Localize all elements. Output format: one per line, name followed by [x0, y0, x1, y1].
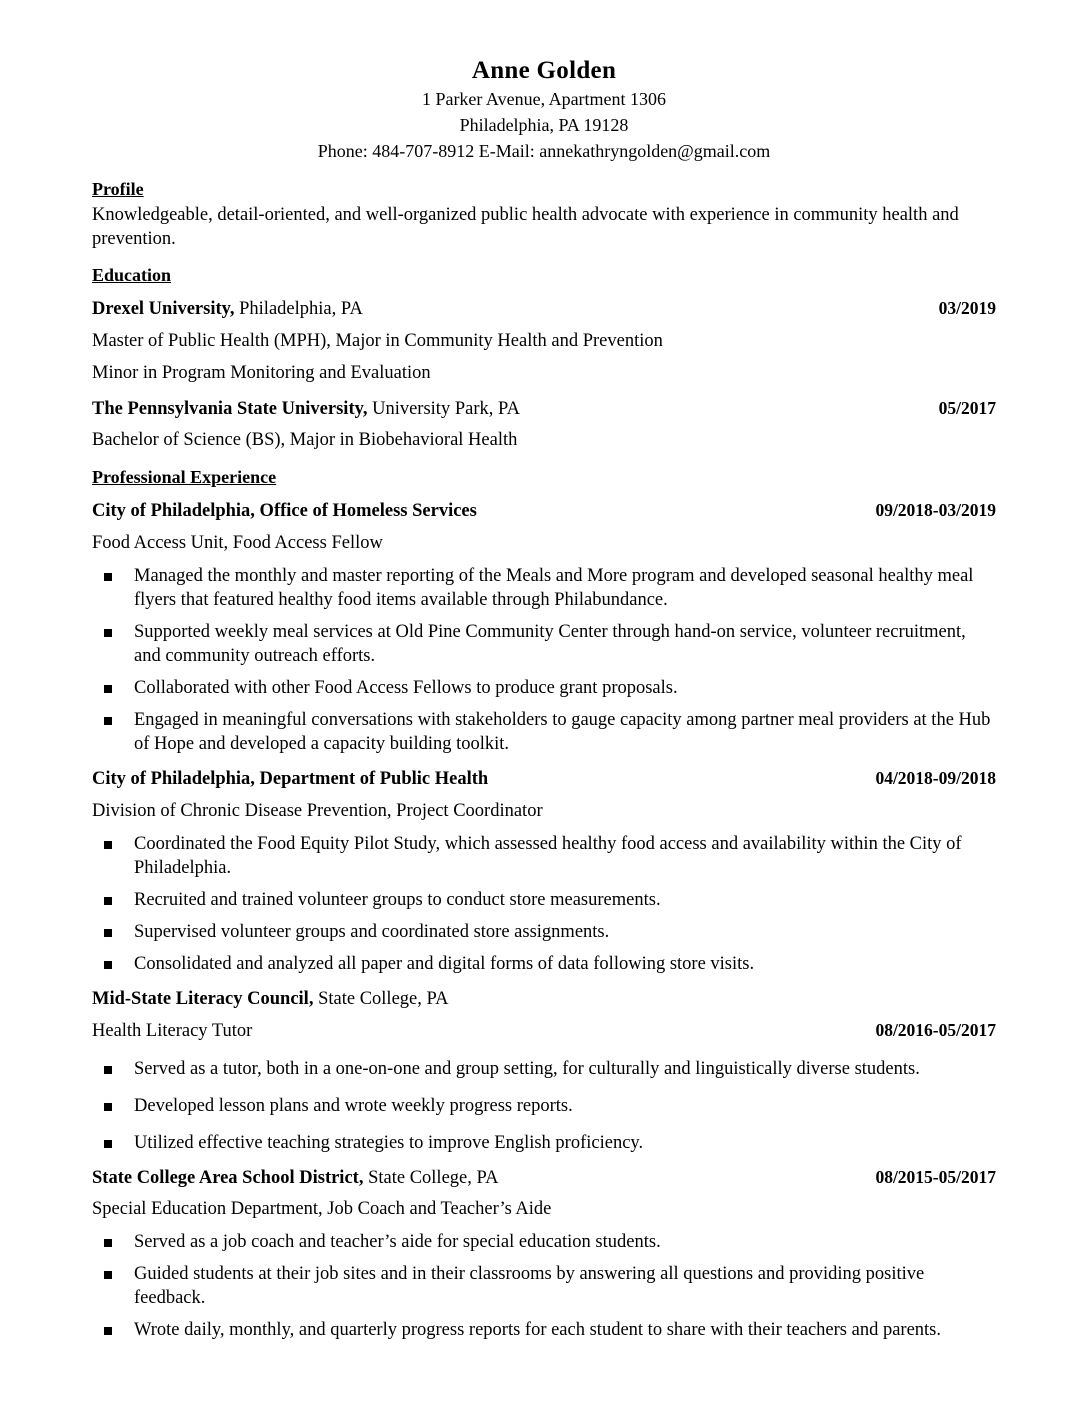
bullet-text: Coordinated the Food Equity Pilot Study, which assessed healthy food access and availability within the City of Philadelphia.: [134, 833, 962, 878]
list-item: [92, 952, 996, 976]
bullet-text: Supported weekly meal services at Old Pine Community Center through hand-on service, volunteer recruitment, and community outreach efforts.: [134, 621, 966, 666]
education-degree-line: Bachelor of Science (BS), Major in Biobehavioral Health: [92, 430, 518, 451]
experience-employer: City of Philadelphia, Office of Homeless Services: [92, 501, 477, 522]
bullet-square-icon: [104, 1140, 112, 1148]
experience-bullets: [92, 1057, 996, 1155]
experience-employer-line: [92, 1166, 875, 1191]
experience-role: Special Education Department, Job Coach and Teacher’s Aide: [92, 1199, 552, 1220]
bullet-text: Engaged in meaningful conversations with stakeholders to gauge capacity among partner meal providers at the Hub of Hope and developed a capacity building toolkit.: [134, 710, 991, 755]
bullet-square-icon: [104, 1271, 112, 1279]
bullet-square-icon: [104, 573, 112, 581]
education-school-line: [92, 397, 939, 422]
experience-employer: City of Philadelphia, Department of Public Health: [92, 769, 489, 790]
experience-bullets: [92, 832, 996, 976]
list-item: [92, 564, 996, 612]
education-minor-line: Minor in Program Monitoring and Evaluation: [92, 362, 431, 383]
list-item: [92, 1057, 996, 1081]
experience-date: 08/2015-05/2017: [875, 1166, 996, 1187]
bullet-text: Utilized effective teaching strategies to improve English proficiency.: [134, 1132, 644, 1153]
experience-entry: [92, 987, 996, 1155]
section-title-education: Education: [92, 265, 172, 286]
education-school-name: The Pennsylvania State University,: [92, 398, 368, 419]
education-school-line: [92, 297, 939, 322]
section-title-experience: Professional Experience: [92, 467, 277, 488]
experience-bullets: [92, 1230, 996, 1342]
list-item: [92, 920, 996, 944]
experience-role: Health Literacy Tutor: [92, 1020, 253, 1041]
bullet-text: Served as a tutor, both in a one-on-one and group setting, for culturally and linguistically diverse students.: [134, 1058, 920, 1079]
education-date: 05/2017: [938, 397, 996, 418]
education-date: 03/2019: [938, 298, 996, 319]
education-entry: [92, 297, 996, 385]
experience-entry: [92, 1166, 996, 1343]
bullet-square-icon: [104, 929, 112, 937]
bullet-text: Developed lesson plans and wrote weekly progress reports.: [134, 1095, 573, 1116]
experience-role: Division of Chronic Disease Prevention, Project Coordinator: [92, 800, 543, 821]
experience-date: 04/2018-09/2018: [875, 768, 996, 789]
profile-text: Knowledgeable, detail-oriented, and well-organized public health advocate with experience in community health and prevention.: [92, 204, 959, 249]
education-school-location: Philadelphia, PA: [234, 299, 363, 320]
experience-entry: [92, 767, 996, 976]
list-item: [92, 888, 996, 912]
address-line-1: 1 Parker Avenue, Apartment 1306: [421, 89, 667, 110]
contact-line: Phone: 484-707-8912 E-Mail: annekathryngolden@gmail.com: [317, 141, 771, 162]
bullet-square-icon: [104, 685, 112, 693]
list-item: [92, 1318, 996, 1342]
experience-employer-line: [92, 987, 996, 1012]
bullet-square-icon: [104, 1239, 112, 1247]
bullet-square-icon: [104, 961, 112, 969]
section-title-profile: Profile: [92, 178, 144, 199]
address-line-2: Philadelphia, PA 19128: [459, 115, 629, 136]
bullet-text: Recruited and trained volunteer groups to conduct store measurements.: [134, 889, 661, 910]
list-item: [92, 1131, 996, 1155]
bullet-square-icon: [104, 841, 112, 849]
list-item: [92, 620, 996, 668]
education-school-location: University Park, PA: [367, 398, 520, 419]
bullet-square-icon: [104, 717, 112, 725]
education-entry: [92, 397, 996, 454]
experience-date: 09/2018-03/2019: [875, 500, 996, 521]
experience-employer-line: [92, 767, 875, 792]
experience-employer: State College Area School District,: [92, 1167, 364, 1188]
experience-role-date: 08/2016-05/2017: [875, 1019, 996, 1040]
bullet-text: Collaborated with other Food Access Fellows to produce grant proposals.: [134, 678, 678, 698]
bullet-square-icon: [104, 1066, 112, 1074]
list-item: [92, 1094, 996, 1118]
education-degree-line: Master of Public Health (MPH), Major in Community Health and Prevention: [92, 331, 663, 352]
list-item: [92, 832, 996, 880]
bullet-text: Managed the monthly and master reporting of the Meals and More program and developed seasonal healthy meal flyers that featured healthy food items available through Philabundance.: [134, 565, 974, 610]
list-item: [92, 1262, 996, 1310]
bullet-text: Supervised volunteer groups and coordinated store assignments.: [134, 921, 610, 942]
education-school-name: Drexel University,: [92, 299, 235, 320]
experience-employer-location: State College, PA: [313, 988, 449, 1009]
list-item: [92, 676, 996, 700]
experience-employer: Mid-State Literacy Council,: [92, 988, 314, 1009]
bullet-square-icon: [104, 897, 112, 905]
bullet-square-icon: [104, 1327, 112, 1335]
experience-entry: [92, 499, 996, 756]
candidate-name: Anne Golden: [471, 57, 617, 84]
list-item: [92, 708, 996, 756]
resume-header: [92, 55, 996, 165]
bullet-text: Wrote daily, monthly, and quarterly progress reports for each student to share with their teachers and parents.: [134, 1320, 941, 1341]
bullet-text: Consolidated and analyzed all paper and digital forms of data following store visits.: [134, 953, 755, 974]
experience-role: Food Access Unit, Food Access Fellow: [92, 533, 383, 554]
experience-employer-location: State College, PA: [363, 1167, 499, 1188]
experience-employer-line: [92, 499, 875, 524]
bullet-square-icon: [104, 1103, 112, 1111]
bullet-text: Served as a job coach and teacher’s aide for special education students.: [134, 1232, 661, 1253]
list-item: [92, 1230, 996, 1254]
bullet-square-icon: [104, 629, 112, 637]
experience-bullets: [92, 564, 996, 756]
bullet-text: Guided students at their job sites and in their classrooms by answering all questions and providing positive feedback.: [134, 1264, 925, 1309]
